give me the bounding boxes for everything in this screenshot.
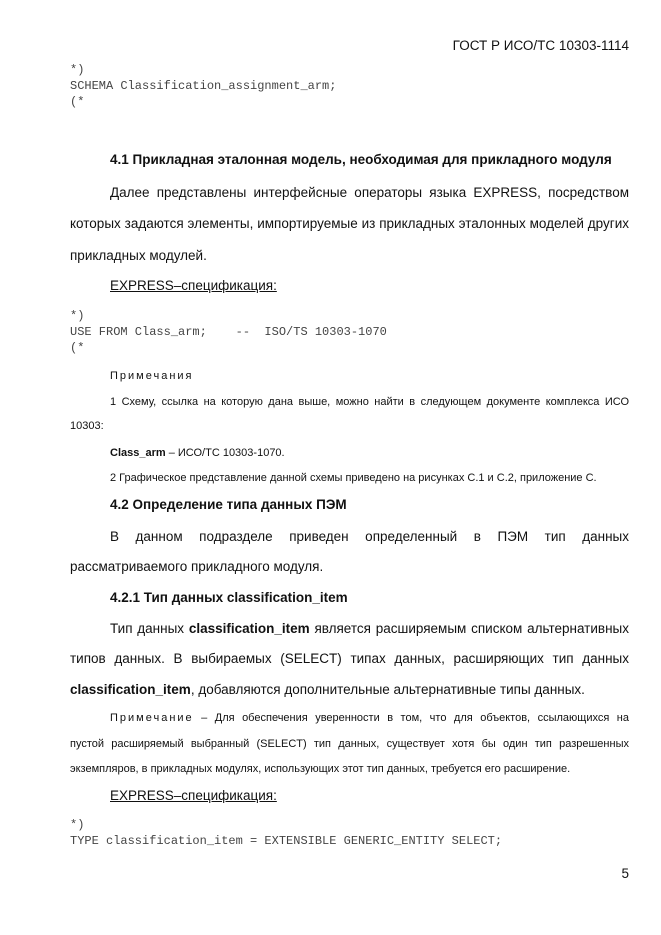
express-spec-label: EXPRESS–спецификация: — [110, 278, 277, 293]
code-line: SCHEMA Classification_assignment_arm; — [70, 79, 337, 93]
section-heading-4-1: 4.1 Прикладная эталонная модель, необходимая для прикладного модуля — [110, 152, 612, 167]
code-line: USE FROM Class_arm; -- ISO/TS 10303-1070 — [70, 325, 387, 339]
paragraph-line: которых задаются элементы, импортируемые из прикладных эталонных моделей других — [70, 216, 629, 231]
code-line: TYPE classification_item = EXTENSIBLE GENERIC_ENTITY SELECT; — [70, 834, 503, 848]
paragraph-line — [70, 682, 585, 697]
note-line: экземпляров, в прикладных модулях, использующих этот тип данных, требуется его расширение. — [70, 763, 571, 775]
code-line: (* — [70, 341, 85, 355]
document-number: ГОСТ Р ИСО/ТС 10303-1114 — [452, 38, 629, 53]
type-name: classification_item — [70, 682, 191, 697]
paragraph-line: прикладных модулей. — [70, 248, 207, 263]
note-line: пустой расширяемый выбранный (SELECT) тип данных, существует хотя бы один тип разрешенных — [70, 738, 629, 750]
note-line: 1 Схему, ссылка на которую дана выше, можно найти в следующем документе комплекса ИСО — [110, 396, 629, 408]
paragraph-line: рассматриваемого прикладного модуля. — [70, 559, 324, 574]
section-heading-4-2-1: 4.2.1 Тип данных classification_item — [110, 590, 348, 605]
type-name: classification_item — [188, 621, 310, 636]
paragraph-line: Далее представлены интерфейсные операторы языка EXPRESS, посредством — [110, 185, 629, 200]
paragraph-line — [110, 621, 629, 636]
note-line: 2 Графическое представление данной схемы приведено на рисунках С.1 и С.2, приложение С. — [110, 472, 597, 484]
text-run: , добавляются дополнительные альтернативные типы данных. — [190, 682, 585, 697]
note-label: Примечание — [110, 712, 194, 724]
note-line: 10303: — [70, 420, 104, 432]
express-spec-label: EXPRESS–спецификация: — [110, 788, 277, 803]
code-line: *) — [70, 818, 85, 832]
note-line — [110, 712, 629, 724]
reference-text: – ИСО/ТС 10303-1070. — [165, 447, 285, 459]
paragraph-line: типов данных. В выбираемых (SELECT) типах данных, расширяющих тип данных — [70, 651, 629, 666]
text-run: является расширяемым списком альтернативных — [309, 621, 629, 636]
text-run: – Для обеспечения уверенности в том, что для объектов, ссылающихся на — [193, 712, 629, 724]
note-reference — [110, 447, 285, 459]
code-line: (* — [70, 95, 85, 109]
paragraph-line: В данном подразделе приведен определенный в ПЭМ тип данных — [110, 529, 629, 544]
text-run: Тип данных — [110, 621, 189, 636]
code-line: *) — [70, 309, 85, 323]
section-heading-4-2: 4.2 Определение типа данных ПЭМ — [110, 497, 347, 512]
code-line: *) — [70, 63, 85, 77]
page-number: 5 — [621, 866, 629, 881]
reference-schema-name: Class_arm — [110, 447, 166, 459]
notes-title: Примечания — [110, 370, 194, 382]
